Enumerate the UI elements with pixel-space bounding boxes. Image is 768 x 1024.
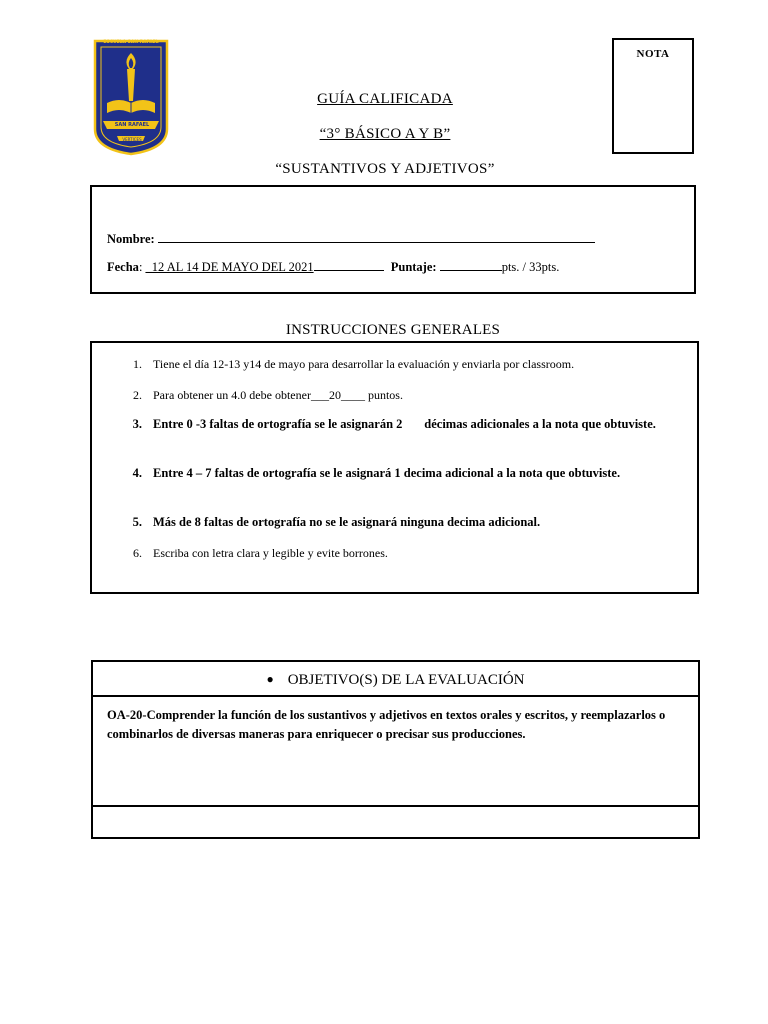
date-row: Fecha: _12 AL 14 DE MAYO DEL 2021 Puntaje: pts. / 33pts. [107, 260, 560, 274]
score-suffix: pts. / 33pts. [501, 260, 560, 274]
instruction-number: 4. [132, 466, 142, 480]
score-label: Puntaje: [390, 260, 437, 274]
grade-box [612, 38, 694, 154]
instruction-number: 3. [132, 417, 142, 431]
instruction-text: Para obtener un 4.0 debe obtener___20____ puntos. [153, 388, 403, 402]
instruction-number: 1. [133, 357, 142, 371]
instruction-number: 6. [133, 546, 142, 560]
instruction-text: Entre 4 – 7 faltas de ortografía se le asignará 1 decima adicional a la nota que obtuviste. [153, 466, 621, 480]
logo-text-top: ESCUELA SAN RAFAEL [103, 40, 159, 45]
name-field[interactable] [158, 230, 595, 243]
instruction-number: 5. [132, 515, 142, 529]
instruction-item [128, 513, 668, 532]
logo-ribbon-text: SAN RAFAEL [114, 122, 150, 128]
name-label: Nombre: [107, 232, 155, 246]
instruction-number: 2. [133, 388, 142, 402]
instruction-text: Más de 8 faltas de ortografía no se le asignará ninguna decima adicional. [153, 515, 541, 529]
objective-text: OA-20-Comprender la función de los sustantivos y adjetivos en textos orales y escritos, y reemplazarlos o combinarlos de diversas maneras para enriquecer o precisar sus producciones. [107, 708, 666, 741]
instruction-text: Escriba con letra clara y legible y evite borrones. [153, 546, 388, 560]
date-label: Fecha [107, 260, 139, 274]
grade-box-label: NOTA [636, 48, 670, 60]
document-title: GUÍA CALIFICADA [317, 91, 453, 107]
topic-title: “SUSTANTIVOS Y ADJETIVOS” [275, 161, 495, 177]
instruction-item [128, 415, 668, 434]
instruction-item [128, 355, 668, 374]
instruction-item [128, 464, 668, 483]
instructions-title: INSTRUCCIONES GENERALES [285, 322, 501, 338]
instruction-item [128, 386, 668, 405]
student-info-box [90, 185, 696, 294]
name-row [107, 230, 595, 247]
grade-title: “3° BÁSICO A Y B” [319, 126, 451, 142]
instruction-text: Tiene el día 12-13 y14 de mayo para desarrollar la evaluación y enviarla por classroom. [153, 357, 575, 371]
bullet-icon: ● [266, 672, 274, 686]
objective-heading: OBJETIVO(S) DE LA EVALUACIÓN [287, 672, 525, 688]
instruction-item [128, 544, 668, 563]
instructions-box [90, 341, 699, 594]
logo-bottom-text: VERTICES [122, 137, 142, 142]
objective-heading-row [93, 662, 698, 697]
instruction-text: Entre 0 -3 faltas de ortografía se le asignarán 2 décimas adicionales a la nota que obtuviste. [153, 417, 656, 431]
score-field[interactable] [440, 258, 502, 271]
date-fill-line [314, 258, 384, 271]
date-value: _12 AL 14 DE MAYO DEL 2021 [145, 260, 314, 274]
objective-table-divider [93, 805, 698, 807]
objective-table [91, 660, 700, 839]
